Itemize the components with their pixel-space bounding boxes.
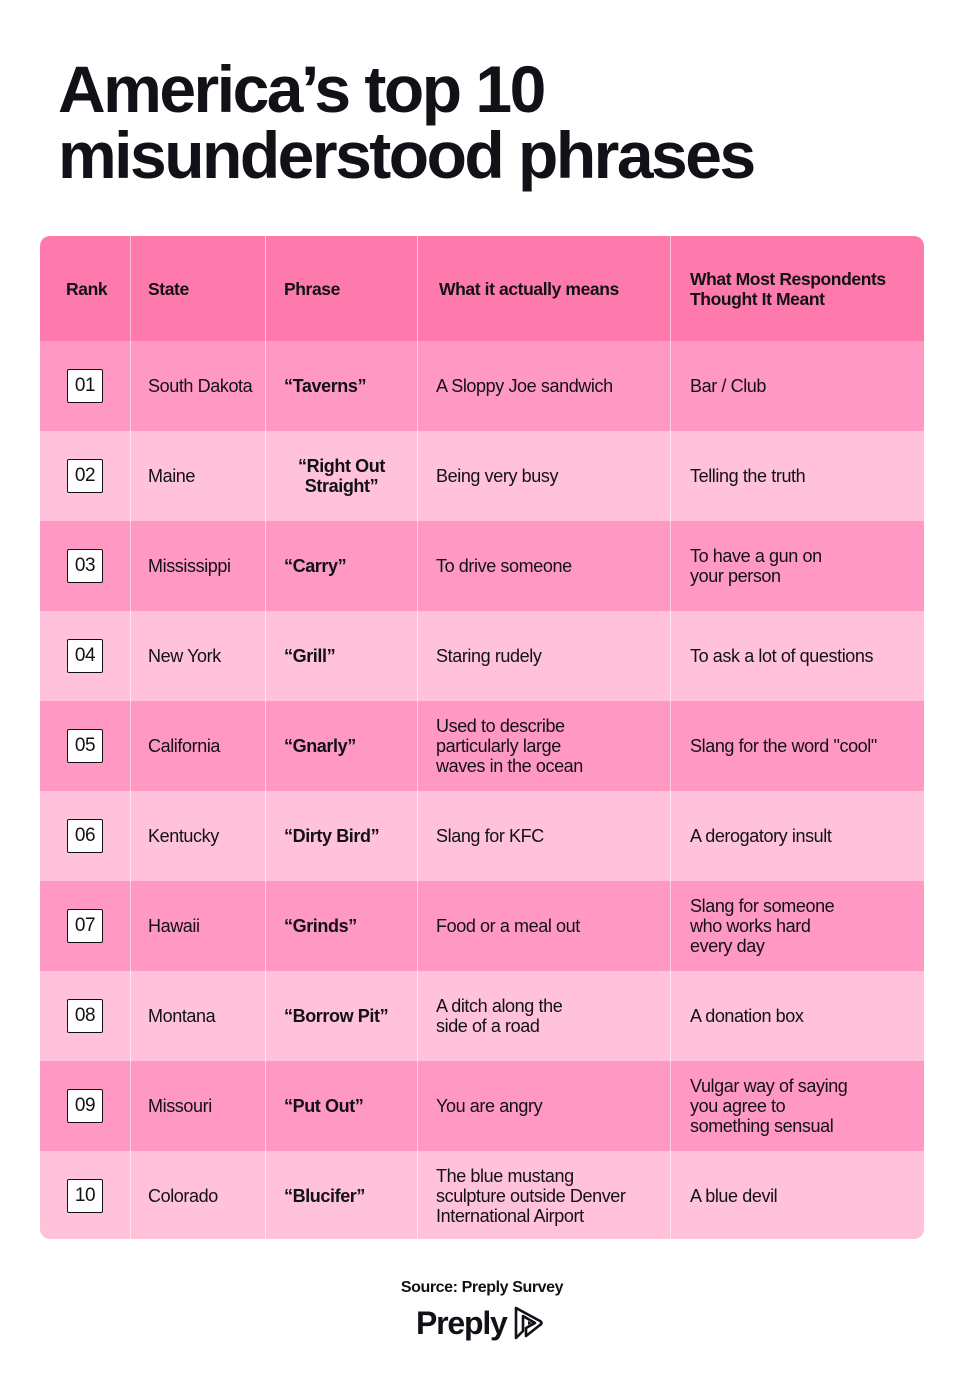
actual-meaning-cell	[418, 1061, 671, 1151]
brand-name: Preply	[416, 1304, 507, 1341]
header-actual-meaning: What it actually means	[418, 236, 671, 341]
state-cell	[131, 1061, 266, 1151]
source-note: Source: Preply Survey	[400, 1279, 564, 1296]
state-cell-text: Hawaii	[148, 916, 200, 936]
state-cell	[131, 701, 266, 791]
state-cell-text: Colorado	[148, 1186, 218, 1206]
page-title-line-1: America’s top 10	[58, 52, 544, 126]
state-cell	[131, 611, 266, 701]
rank-cell	[40, 341, 131, 431]
respondent-meaning-cell	[671, 611, 924, 701]
phrase-cell-text: “Grill”	[284, 646, 336, 666]
phrase-cell-text: “Put Out”	[284, 1096, 364, 1116]
rank-badge: 03	[67, 549, 103, 583]
respondent-meaning-cell	[671, 521, 924, 611]
respondent-meaning-cell-text: To ask a lot of questions	[690, 646, 874, 666]
phrases-table	[40, 236, 924, 1239]
state-cell-text: Kentucky	[148, 826, 219, 846]
actual-meaning-cell	[418, 971, 671, 1061]
rank-cell	[40, 1151, 131, 1239]
phrase-cell-text: “Right Out Straight”	[298, 456, 385, 496]
table-row	[40, 431, 924, 521]
respondent-meaning-cell-text: Vulgar way of saying you agree to something sensual	[690, 1076, 848, 1136]
rank-cell	[40, 1061, 131, 1151]
actual-meaning-cell-text: Being very busy	[436, 466, 559, 486]
rank-badge: 01	[67, 369, 103, 403]
rank-badge: 10	[67, 1179, 103, 1213]
phrase-cell-text: “Gnarly”	[284, 736, 356, 756]
actual-meaning-cell-text: To drive someone	[436, 556, 572, 576]
state-cell	[131, 971, 266, 1061]
actual-meaning-cell-text: Staring rudely	[436, 646, 542, 666]
phrase-cell-text: “Carry”	[284, 556, 347, 576]
phrase-cell	[266, 881, 418, 971]
rank-cell	[40, 791, 131, 881]
rank-badge: 05	[67, 729, 103, 763]
state-cell-text: California	[148, 736, 221, 756]
phrase-cell	[266, 431, 418, 521]
table-row	[40, 881, 924, 971]
table-row	[40, 791, 924, 881]
table-row	[40, 611, 924, 701]
header-respondent-meaning: What Most Respondents Thought It Meant	[690, 268, 886, 309]
state-cell	[131, 881, 266, 971]
preply-logo-icon	[511, 1305, 543, 1341]
respondent-meaning-cell-text: A blue devil	[690, 1186, 778, 1206]
respondent-meaning-cell-text: Telling the truth	[690, 466, 806, 486]
rank-cell	[40, 431, 131, 521]
respondent-meaning-cell-text: Bar / Club	[690, 376, 767, 396]
rank-badge: 08	[67, 999, 103, 1033]
state-cell-text: Missouri	[148, 1096, 212, 1116]
state-cell-text: Montana	[148, 1006, 216, 1026]
rank-badge: 07	[67, 909, 103, 943]
rank-cell	[40, 971, 131, 1061]
table-header-row	[40, 236, 924, 341]
rank-badge: 09	[67, 1089, 103, 1123]
page-title	[58, 52, 938, 192]
respondent-meaning-cell	[671, 881, 924, 971]
actual-meaning-cell	[418, 701, 671, 791]
table-row	[40, 971, 924, 1061]
phrase-cell	[266, 611, 418, 701]
state-cell-text: Maine	[148, 466, 196, 486]
state-cell	[131, 1151, 266, 1239]
respondent-meaning-cell	[671, 1061, 924, 1151]
respondent-meaning-cell	[671, 971, 924, 1061]
phrase-cell	[266, 1151, 418, 1239]
respondent-meaning-cell	[671, 431, 924, 521]
actual-meaning-cell-text: Food or a meal out	[436, 916, 580, 936]
actual-meaning-cell-text: Used to describe particularly large waves in the ocean	[436, 716, 583, 776]
phrase-cell-text: “Blucifer”	[284, 1186, 366, 1206]
respondent-meaning-cell	[671, 1151, 924, 1239]
phrase-cell-text: “Borrow Pit”	[284, 1006, 389, 1026]
rank-badge: 02	[67, 459, 103, 493]
phrase-cell-text: “Dirty Bird”	[284, 826, 380, 846]
table-row	[40, 701, 924, 791]
actual-meaning-cell-text: A ditch along the side of a road	[436, 996, 563, 1036]
phrase-cell-text: “Taverns”	[284, 376, 367, 396]
rank-badge: 06	[67, 819, 103, 853]
state-cell	[131, 431, 266, 521]
actual-meaning-cell	[418, 1151, 671, 1239]
respondent-meaning-cell-text: To have a gun on your person	[690, 546, 822, 586]
rank-cell	[40, 881, 131, 971]
respondent-meaning-cell-text: Slang for someone who works hard every day	[690, 896, 835, 956]
table-row	[40, 521, 924, 611]
respondent-meaning-cell	[671, 341, 924, 431]
rank-cell	[40, 611, 131, 701]
respondent-meaning-cell	[671, 791, 924, 881]
actual-meaning-cell	[418, 431, 671, 521]
actual-meaning-cell-text: Slang for KFC	[436, 826, 544, 846]
header-rank: Rank	[40, 236, 131, 341]
actual-meaning-cell-text: You are angry	[436, 1096, 543, 1116]
phrase-cell-text: “Grinds”	[284, 916, 357, 936]
phrase-cell	[266, 701, 418, 791]
actual-meaning-cell	[418, 611, 671, 701]
phrase-cell	[266, 521, 418, 611]
state-cell	[131, 521, 266, 611]
page-title-line-2: misunderstood phrases	[58, 118, 754, 192]
state-cell-text: South Dakota	[148, 376, 253, 396]
table-row	[40, 1061, 924, 1151]
rank-cell	[40, 521, 131, 611]
state-cell	[131, 341, 266, 431]
actual-meaning-cell	[418, 341, 671, 431]
phrase-cell	[266, 1061, 418, 1151]
actual-meaning-cell	[418, 881, 671, 971]
header-phrase: Phrase	[266, 236, 418, 341]
phrase-cell	[266, 791, 418, 881]
state-cell-text: Mississippi	[148, 556, 231, 576]
table-row	[40, 341, 924, 431]
actual-meaning-cell	[418, 791, 671, 881]
respondent-meaning-cell-text: A derogatory insult	[690, 826, 832, 846]
phrase-cell	[266, 971, 418, 1061]
rank-cell	[40, 701, 131, 791]
actual-meaning-cell	[418, 521, 671, 611]
actual-meaning-cell-text: The blue mustang sculpture outside Denver International Airport	[436, 1166, 626, 1226]
header-state: State	[131, 236, 266, 341]
phrase-cell	[266, 341, 418, 431]
respondent-meaning-cell	[671, 701, 924, 791]
state-cell	[131, 791, 266, 881]
actual-meaning-cell-text: A Sloppy Joe sandwich	[436, 376, 613, 396]
state-cell-text: New York	[148, 646, 221, 666]
table-row	[40, 1151, 924, 1239]
brand-logo	[416, 1303, 543, 1343]
respondent-meaning-cell-text: A donation box	[690, 1006, 804, 1026]
respondent-meaning-cell-text: Slang for the word "cool"	[690, 736, 877, 756]
rank-badge: 04	[67, 639, 103, 673]
